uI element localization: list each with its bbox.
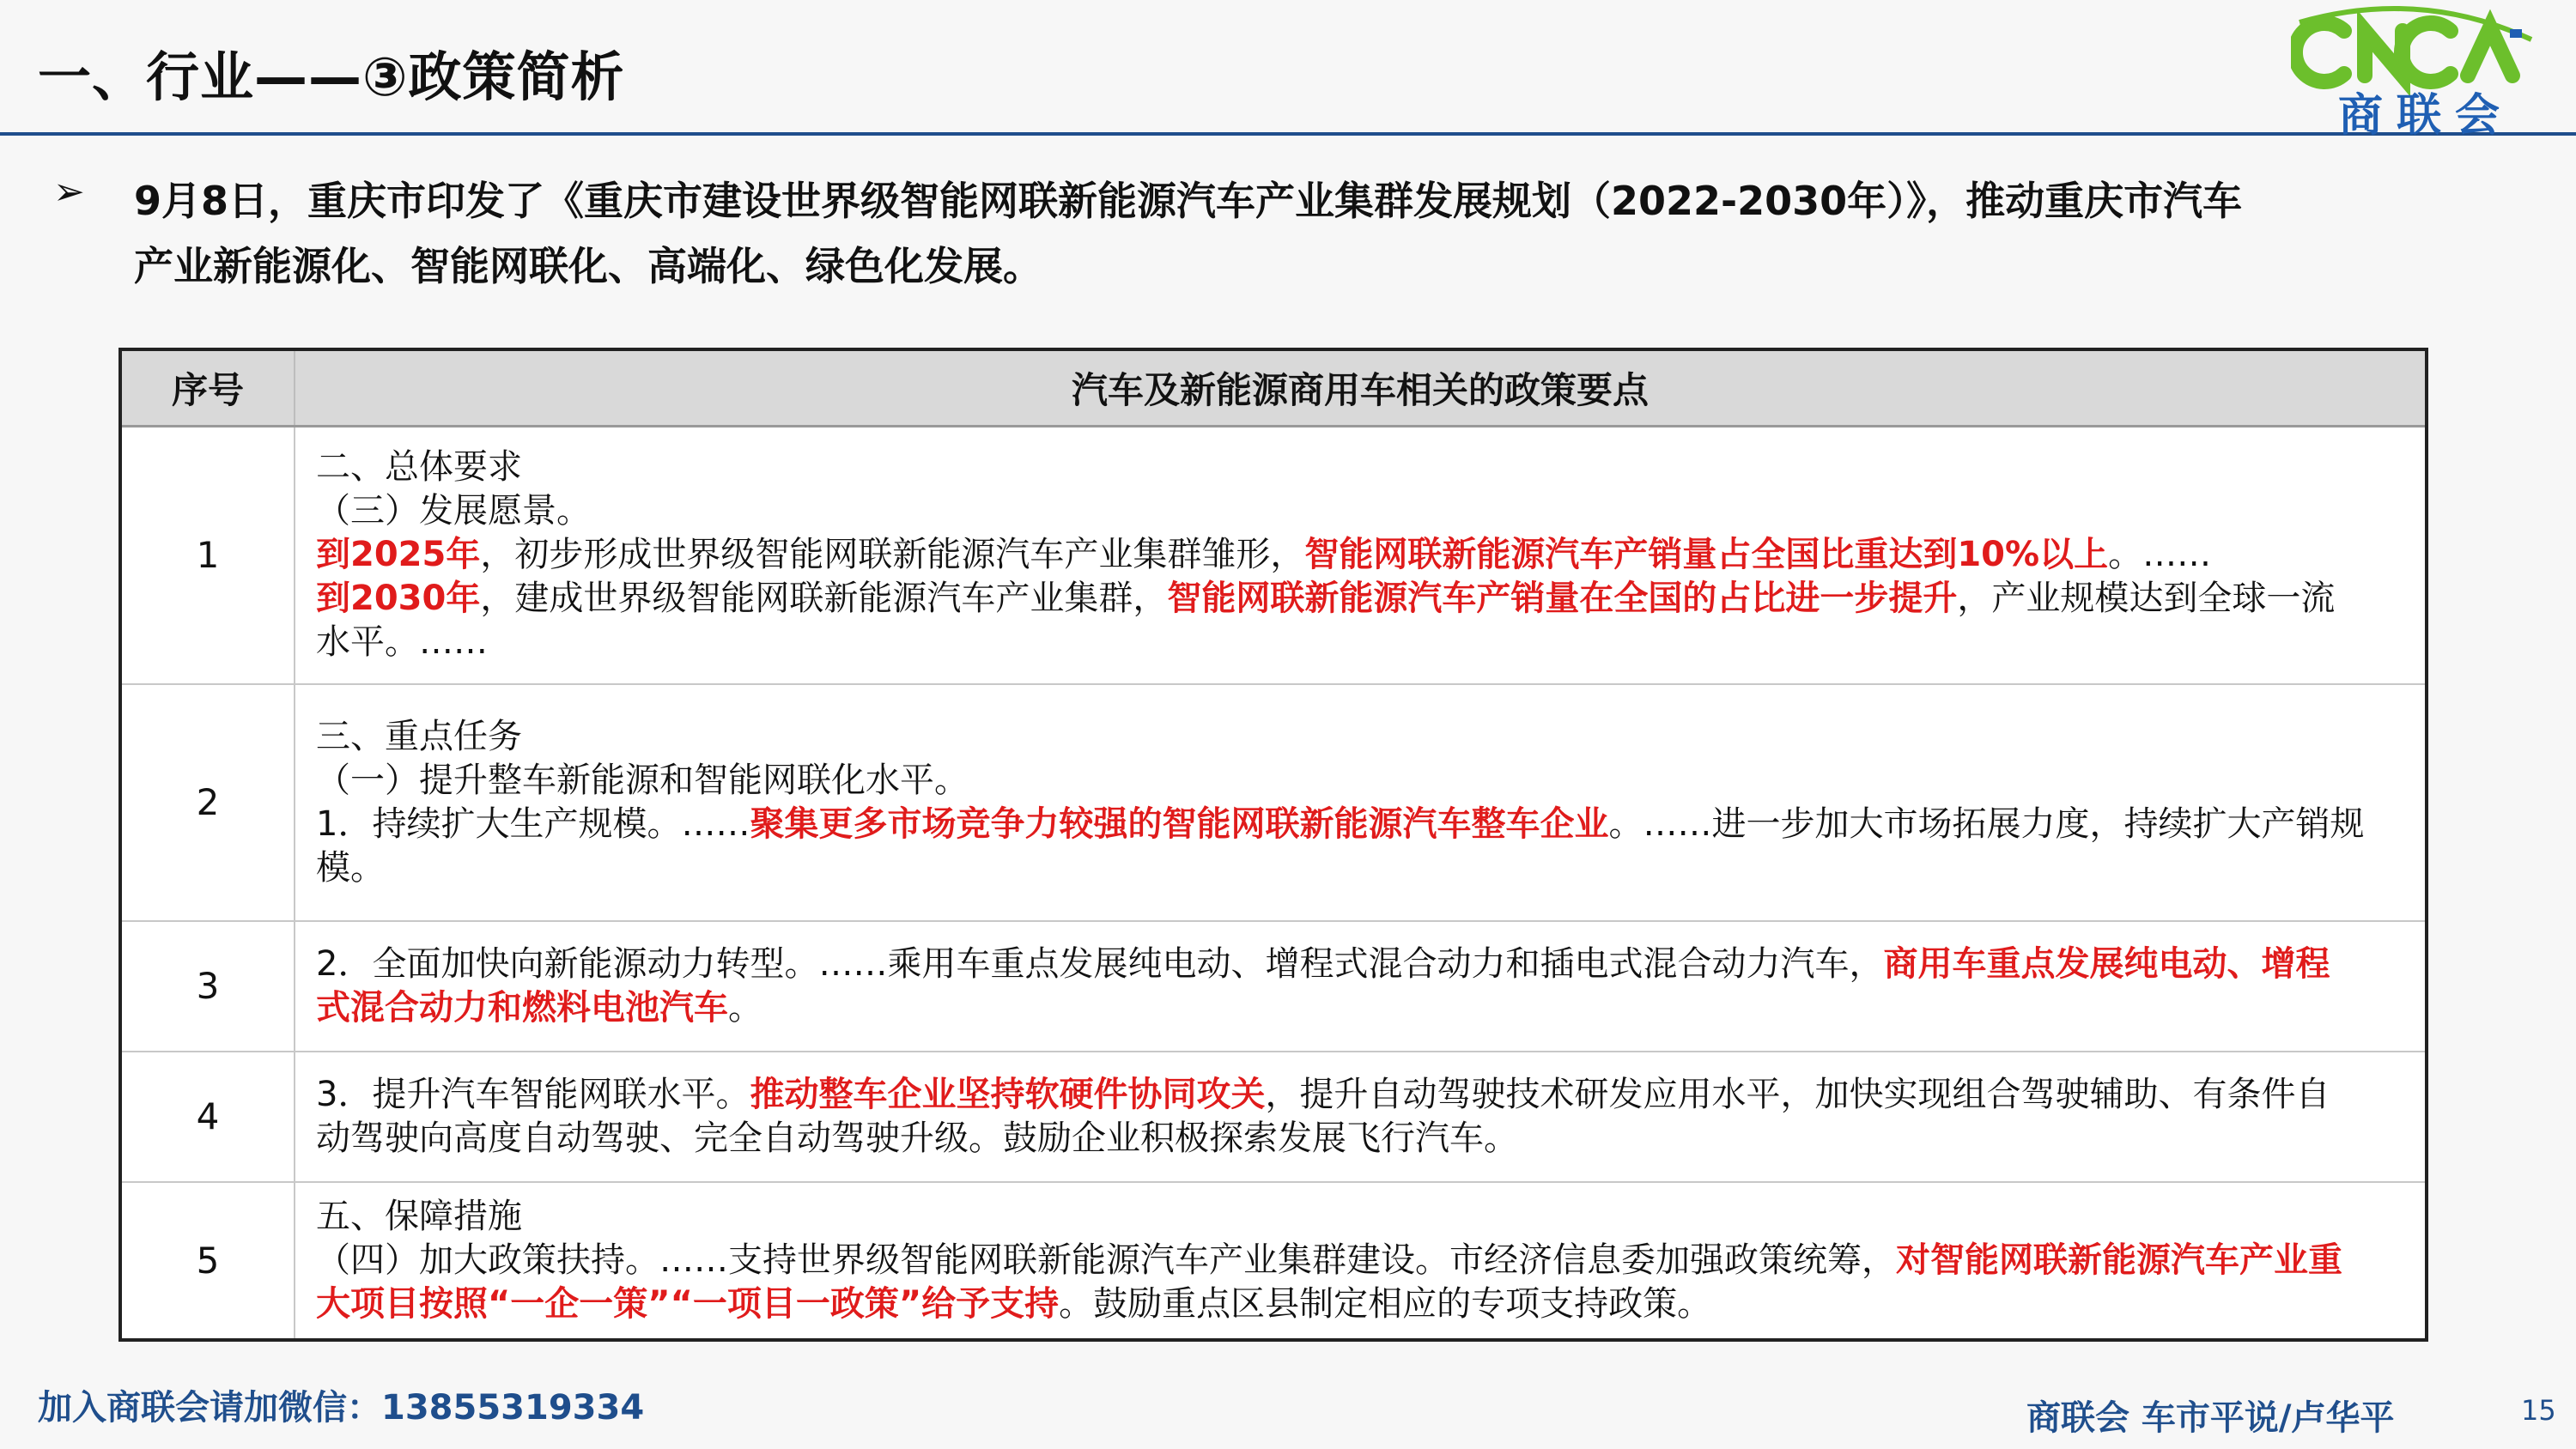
- content-line: [316, 446, 2403, 489]
- row-index: 5: [120, 1182, 295, 1340]
- slide-title: 一、行业——③政策简析: [38, 45, 625, 108]
- intro-line: 9月8日，重庆市印发了《重庆市建设世界级智能网联新能源汽车产业集群发展规划（2022-2030年）》，推动重庆市汽车: [134, 178, 2243, 224]
- body-text: ，产业规模达到全球一流: [1957, 579, 2336, 619]
- content-line: [316, 986, 2403, 1030]
- content-line: [316, 759, 2403, 803]
- body-text: ，提升自动驾驶技术研发应用水平，加快实现组合驾驶辅助、有条件自: [1265, 1074, 2330, 1114]
- footer-source: 商联会 车市平说/卢华平: [2026, 1398, 2395, 1438]
- body-text: 3．提升汽车智能网联水平。: [316, 1074, 750, 1114]
- content-line: [316, 943, 2403, 986]
- highlight-text: 到2030年: [316, 579, 481, 619]
- body-text: ，初步形成世界级智能网联新能源汽车产业集群雏形，: [480, 535, 1305, 575]
- row-content: [295, 684, 2427, 921]
- body-text: 。鼓励重点区县制定相应的专项支持政策。: [1059, 1283, 1712, 1324]
- highlight-text: 商用车重点发展纯电动、增程: [1883, 943, 2330, 984]
- highlight-text: 到2025年: [316, 535, 481, 575]
- header-policy-points: 汽车及新能源商用车相关的政策要点: [295, 349, 2427, 427]
- body-text: （四）加大政策扶持。……支持世界级智能网联新能源汽车产业集群建设。市经济信息委加强政策统筹，: [316, 1240, 1896, 1280]
- highlight-text: 智能网联新能源汽车产销量在全国的占比进一步提升: [1167, 579, 1958, 619]
- content-line: [316, 533, 2403, 577]
- footer-contact: 加入商联会请加微信：13855319334: [38, 1388, 645, 1428]
- content-line: [316, 1282, 2403, 1326]
- table-row: [120, 921, 2427, 1052]
- highlight-text: 式混合动力和燃料电池汽车: [316, 987, 728, 1028]
- body-text: 模。: [316, 847, 385, 888]
- arrow-bullet-icon: ➢: [53, 170, 85, 214]
- row-index: 2: [120, 684, 295, 921]
- header-index: 序号: [120, 349, 295, 427]
- policy-table-body: [120, 427, 2427, 1340]
- body-text: 2．全面加快向新能源动力转型。……乘用车重点发展纯电动、增程式混合动力和插电式混合动力汽车，: [316, 943, 1884, 984]
- row-index: 3: [120, 921, 295, 1052]
- table-header-row: [120, 349, 2427, 427]
- logo-text: 商联会: [2337, 90, 2513, 142]
- highlight-text: 大项目按照“一企一策”“一项目一政策”给予支持: [316, 1283, 1060, 1324]
- row-content: [295, 1052, 2427, 1182]
- page-number: 15: [2521, 1394, 2556, 1427]
- highlight-text: 聚集更多市场竞争力较强的智能网联新能源汽车整车企业: [750, 803, 1609, 844]
- highlight-text: 推动整车企业坚持软硬件协同攻关: [750, 1074, 1266, 1114]
- body-text: 1．持续扩大生产规模。……: [316, 803, 750, 844]
- body-text: 三、重点任务: [316, 716, 522, 756]
- row-content: [295, 1182, 2427, 1340]
- content-line: [316, 1195, 2403, 1239]
- content-line: [316, 1117, 2403, 1161]
- body-text: ，建成世界级智能网联新能源汽车产业集群，: [480, 579, 1168, 619]
- content-line: [316, 715, 2403, 759]
- body-text: 。……: [2108, 535, 2212, 575]
- body-text: 动驾驶向高度自动驾驶、完全自动驾驶升级。鼓励企业积极探索发展飞行汽车。: [316, 1118, 1518, 1158]
- row-content: [295, 427, 2427, 684]
- highlight-text: 智能网联新能源汽车产销量占全国比重达到10%以上: [1304, 535, 2109, 575]
- body-text: 二、总体要求: [316, 447, 522, 488]
- body-text: 水平。……: [316, 622, 488, 663]
- content-line: [316, 577, 2403, 621]
- content-line: [316, 1239, 2403, 1282]
- policy-table: [118, 348, 2428, 1342]
- body-text: （一）提升整车新能源和智能网联化水平。: [316, 760, 969, 800]
- body-text: 。……进一步加大市场拓展力度，持续扩大产销规: [1608, 803, 2365, 844]
- content-line: [316, 846, 2403, 890]
- row-index: 1: [120, 427, 295, 684]
- intro-text: [134, 168, 2521, 299]
- body-text: 五、保障措施: [316, 1196, 522, 1236]
- content-line: [316, 621, 2403, 664]
- content-line: [316, 803, 2403, 846]
- intro-line: 产业新能源化、智能网联化、高端化、绿色化发展。: [134, 243, 1042, 289]
- table-row: [120, 1182, 2427, 1340]
- table-row: [120, 427, 2427, 684]
- body-text: （三）发展愿景。: [316, 491, 591, 531]
- content-line: [316, 489, 2403, 533]
- title-divider: [0, 132, 2576, 136]
- row-content: [295, 921, 2427, 1052]
- table-row: [120, 1052, 2427, 1182]
- content-line: [316, 1073, 2403, 1117]
- row-index: 4: [120, 1052, 295, 1182]
- highlight-text: 对智能网联新能源汽车产业重: [1896, 1240, 2342, 1280]
- body-text: 。: [728, 987, 762, 1028]
- table-row: [120, 684, 2427, 921]
